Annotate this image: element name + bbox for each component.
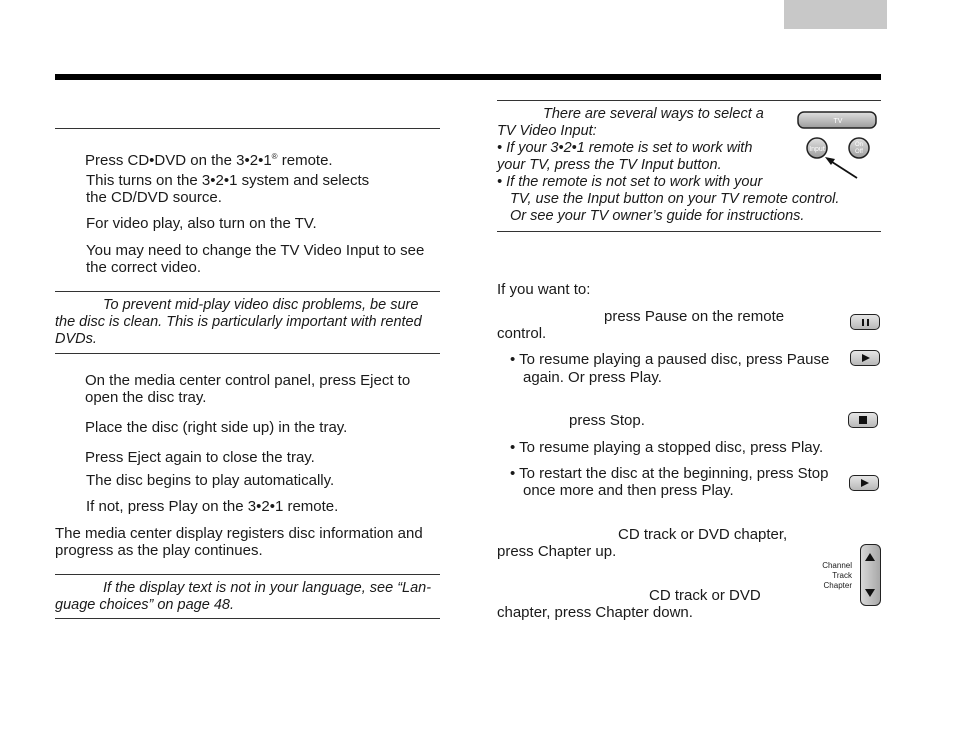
list-item: • To resume playing a stopped disc, press Play. [510,439,824,456]
svg-text:Off: Off [855,149,863,155]
list-item: • To restart the disc at the beginning, press Stop [510,465,829,482]
list-item: once more and then press Play. [523,482,734,499]
pause-text: control. [497,325,547,342]
chapter-rocker-button [860,544,881,606]
note-text: DVDs. [55,331,97,347]
note-text: guage choices” on page 48. [55,597,234,613]
note-rule [55,618,440,619]
header-rule [55,74,881,80]
step-1-detail: the correct video. [86,259,202,276]
pause-text: press Pause on the remote [604,308,785,325]
svg-text:Input: Input [809,146,825,153]
play-button [849,475,879,491]
step-1: Press CD•DVD on the 3•2•1® remote. [85,152,333,169]
input-button [807,138,827,158]
page-tab [784,0,887,29]
note-text: TV Video Input: [497,123,597,139]
next-chapter-text: press Chapter up. [497,543,617,560]
pause-icon [862,319,869,326]
note-text: the disc is clean. This is particularly important with rented [55,314,422,330]
section-rule [55,128,440,129]
play-icon [861,479,869,487]
paragraph: The media center display registers disc information and [55,525,423,542]
step-1-detail: This turns on the 3•2•1 system and selects [86,172,370,189]
intro-text: If you want to: [497,281,591,298]
note-rule [497,100,881,101]
chapter-button-label: Channel Track Chapter [822,561,852,590]
paragraph: progress as the play continues. [55,542,263,559]
stop-button [848,412,878,428]
pointer-arrow-icon [825,157,857,178]
note-rule [55,574,440,575]
step-1-detail: the CD/DVD source. [86,189,222,206]
step-4: Press Eject again to close the tray. [85,449,315,466]
list-item: • To resume playing a paused disc, press Pause [510,351,830,368]
play-button [850,350,880,366]
next-chapter-text: CD track or DVD chapter, [618,526,788,543]
pause-button [850,314,880,330]
tv-label: TV [833,118,843,125]
note-rule [497,231,881,232]
prev-chapter-text: chapter, press Chapter down. [497,604,693,621]
note-text: your TV, press the TV Input button. [497,157,722,173]
note-text: TV, use the Input button on your TV remote control. [510,191,840,207]
note-text: There are several ways to select a [543,106,764,122]
step-1-detail: For video play, also turn on the TV. [86,215,317,232]
tv-remote-illustration [795,108,881,184]
step-2: open the disc tray. [85,389,207,406]
list-item: again. Or press Play. [523,369,662,386]
stop-icon [859,416,867,424]
play-icon [862,354,870,362]
on-off-button [849,138,869,158]
note-text: • If your 3•2•1 remote is set to work with [497,140,753,156]
prev-chapter-text: CD track or DVD [649,587,761,604]
note-rule [55,291,440,292]
note-text: If the display text is not in your language, see “Lan- [103,580,432,596]
note-text: To prevent mid-play video disc problems, be sure [103,297,419,313]
chapter-down-icon [865,589,875,597]
note-text: • If the remote is not set to work with your [497,174,763,190]
step-1-detail: You may need to change the TV Video Input to see [86,242,425,259]
step-3: Place the disc (right side up) in the tray. [85,419,348,436]
svg-text:On: On [854,142,864,148]
note-rule [55,353,440,354]
note-text: Or see your TV owner’s guide for instructions. [510,208,805,224]
step-2: On the media center control panel, press Eject to [85,372,411,389]
step-4-detail: The disc begins to play automatically. [86,472,335,489]
step-4-detail: If not, press Play on the 3•2•1 remote. [86,498,339,515]
chapter-up-icon [865,553,875,561]
stop-text: press Stop. [569,412,645,429]
